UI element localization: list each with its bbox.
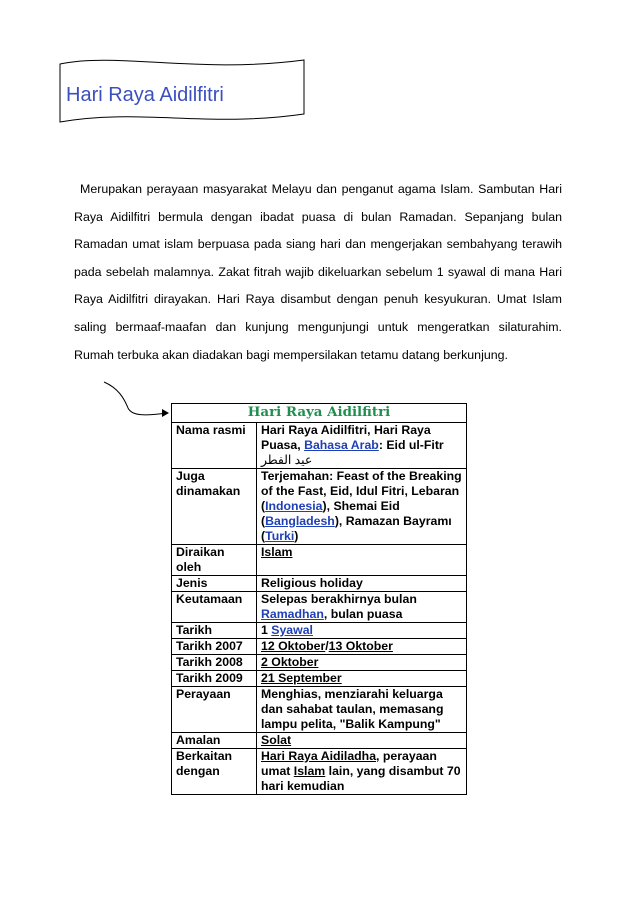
- row-value: [257, 469, 467, 545]
- link-13-oktober[interactable]: 13 Oktober: [328, 639, 393, 653]
- value-text: 1: [261, 623, 272, 637]
- link-islam[interactable]: Islam: [261, 545, 293, 559]
- link-indonesia[interactable]: Indonesia: [265, 499, 323, 513]
- value-text: : Eid ul-Fitr: [378, 438, 444, 452]
- value-text: , bulan puasa: [323, 607, 403, 621]
- row-label: Tarikh: [172, 623, 257, 639]
- value-text: Selepas berakhirnya bulan: [261, 592, 417, 606]
- intro-paragraph: [74, 176, 562, 369]
- table-row: [172, 592, 467, 623]
- value-text: /: [325, 639, 329, 653]
- link-turki[interactable]: Turki: [265, 529, 295, 543]
- intro-text: Merupakan perayaan masyarakat Melayu dan penganut agama Islam. Sambutan Hari Raya Aidilfitri bermula dengan ibadat puasa di bulan Ramadan. Sepanjang bulan Ramadan umat islam berpuasa pada siang hari dan mengerjakan sembahyang terawih pada sebelah malamnya. Zakat fitrah wajib dikeluarkan sebelum 1 syawal di mana Hari Raya Aidilfitri dirayakan. Hari Raya disambut dengan penuh kesyukuran. Umat Islam saling bermaaf-maafan dan kunjung mengunjungi untuk mengeratkan silaturahim. Rumah terbuka akan diadakan bagi mempersilakan tetamu datang berkunjung.: [74, 182, 562, 362]
- row-label: Tarikh 2009: [172, 671, 257, 687]
- table-row: [172, 423, 467, 469]
- row-value: [257, 733, 467, 749]
- row-value: Religious holiday: [257, 576, 467, 592]
- table-row: [172, 671, 467, 687]
- value-text: Hari Raya Aidilfitri, Hari Raya Puasa,: [261, 423, 431, 452]
- link-hari-raya-aidiladha[interactable]: Hari Raya Aidiladha: [261, 749, 377, 763]
- row-label: Jenis: [172, 576, 257, 592]
- row-value: [257, 639, 467, 655]
- row-label: Diraikan oleh: [172, 545, 257, 576]
- page-title: Hari Raya Aidilfitri: [66, 84, 224, 106]
- infobox-title: Hari Raya Aidilfitri: [172, 404, 467, 423]
- value-text: Terjemahan: Feast of the Breaking of the Fast, Eid, Idul Fitri, Lebaran (: [261, 469, 462, 513]
- row-value: [257, 592, 467, 623]
- table-row: [172, 733, 467, 749]
- infobox-table: [171, 403, 467, 795]
- row-label: Berkaitan dengan: [172, 749, 257, 795]
- value-text: ), Ramazan Bayramı (: [261, 514, 452, 543]
- row-value: [257, 655, 467, 671]
- table-row: [172, 749, 467, 795]
- table-row: [172, 655, 467, 671]
- value-text: ): [294, 529, 299, 543]
- row-label: Perayaan: [172, 687, 257, 733]
- row-value: Menghias, menziarahi keluarga dan sahabat taulan, memasang lampu pelita, "Balik Kampung": [257, 687, 467, 733]
- link-ramadhan[interactable]: Ramadhan: [261, 607, 324, 621]
- table-row: [172, 576, 467, 592]
- row-value: [257, 671, 467, 687]
- row-label: Tarikh 2007: [172, 639, 257, 655]
- table-row: [172, 469, 467, 545]
- title-banner: [58, 56, 308, 128]
- row-value: [257, 623, 467, 639]
- link-12-oktober[interactable]: 12 Oktober: [261, 639, 326, 653]
- table-row: [172, 545, 467, 576]
- table-row: [172, 623, 467, 639]
- link-bahasa-arab[interactable]: Bahasa Arab: [304, 438, 379, 452]
- row-value: [257, 749, 467, 795]
- link-solat[interactable]: Solat: [261, 733, 292, 747]
- link-islam-2[interactable]: Islam: [293, 764, 326, 778]
- table-row: [172, 639, 467, 655]
- row-label: Keutamaan: [172, 592, 257, 623]
- arabic-text: عيد الفطر: [261, 453, 313, 467]
- row-label: Juga dinamakan: [172, 469, 257, 545]
- link-21-september[interactable]: 21 September: [261, 671, 342, 685]
- value-text: , perayaan umat: [261, 749, 437, 778]
- infobox-header-row: [172, 404, 467, 423]
- value-text: ), Shemai Eid (: [261, 499, 400, 528]
- table-row: [172, 687, 467, 733]
- row-label: Tarikh 2008: [172, 655, 257, 671]
- link-syawal[interactable]: Syawal: [271, 623, 313, 637]
- link-bangladesh[interactable]: Bangladesh: [265, 514, 335, 528]
- row-label: Amalan: [172, 733, 257, 749]
- curved-arrow-icon: [102, 380, 174, 420]
- row-value: [257, 545, 467, 576]
- link-2-oktober[interactable]: 2 Oktober: [261, 655, 319, 669]
- row-value: [257, 423, 467, 469]
- value-text: lain, yang disambut 70 hari kemudian: [261, 764, 461, 793]
- row-label: Nama rasmi: [172, 423, 257, 469]
